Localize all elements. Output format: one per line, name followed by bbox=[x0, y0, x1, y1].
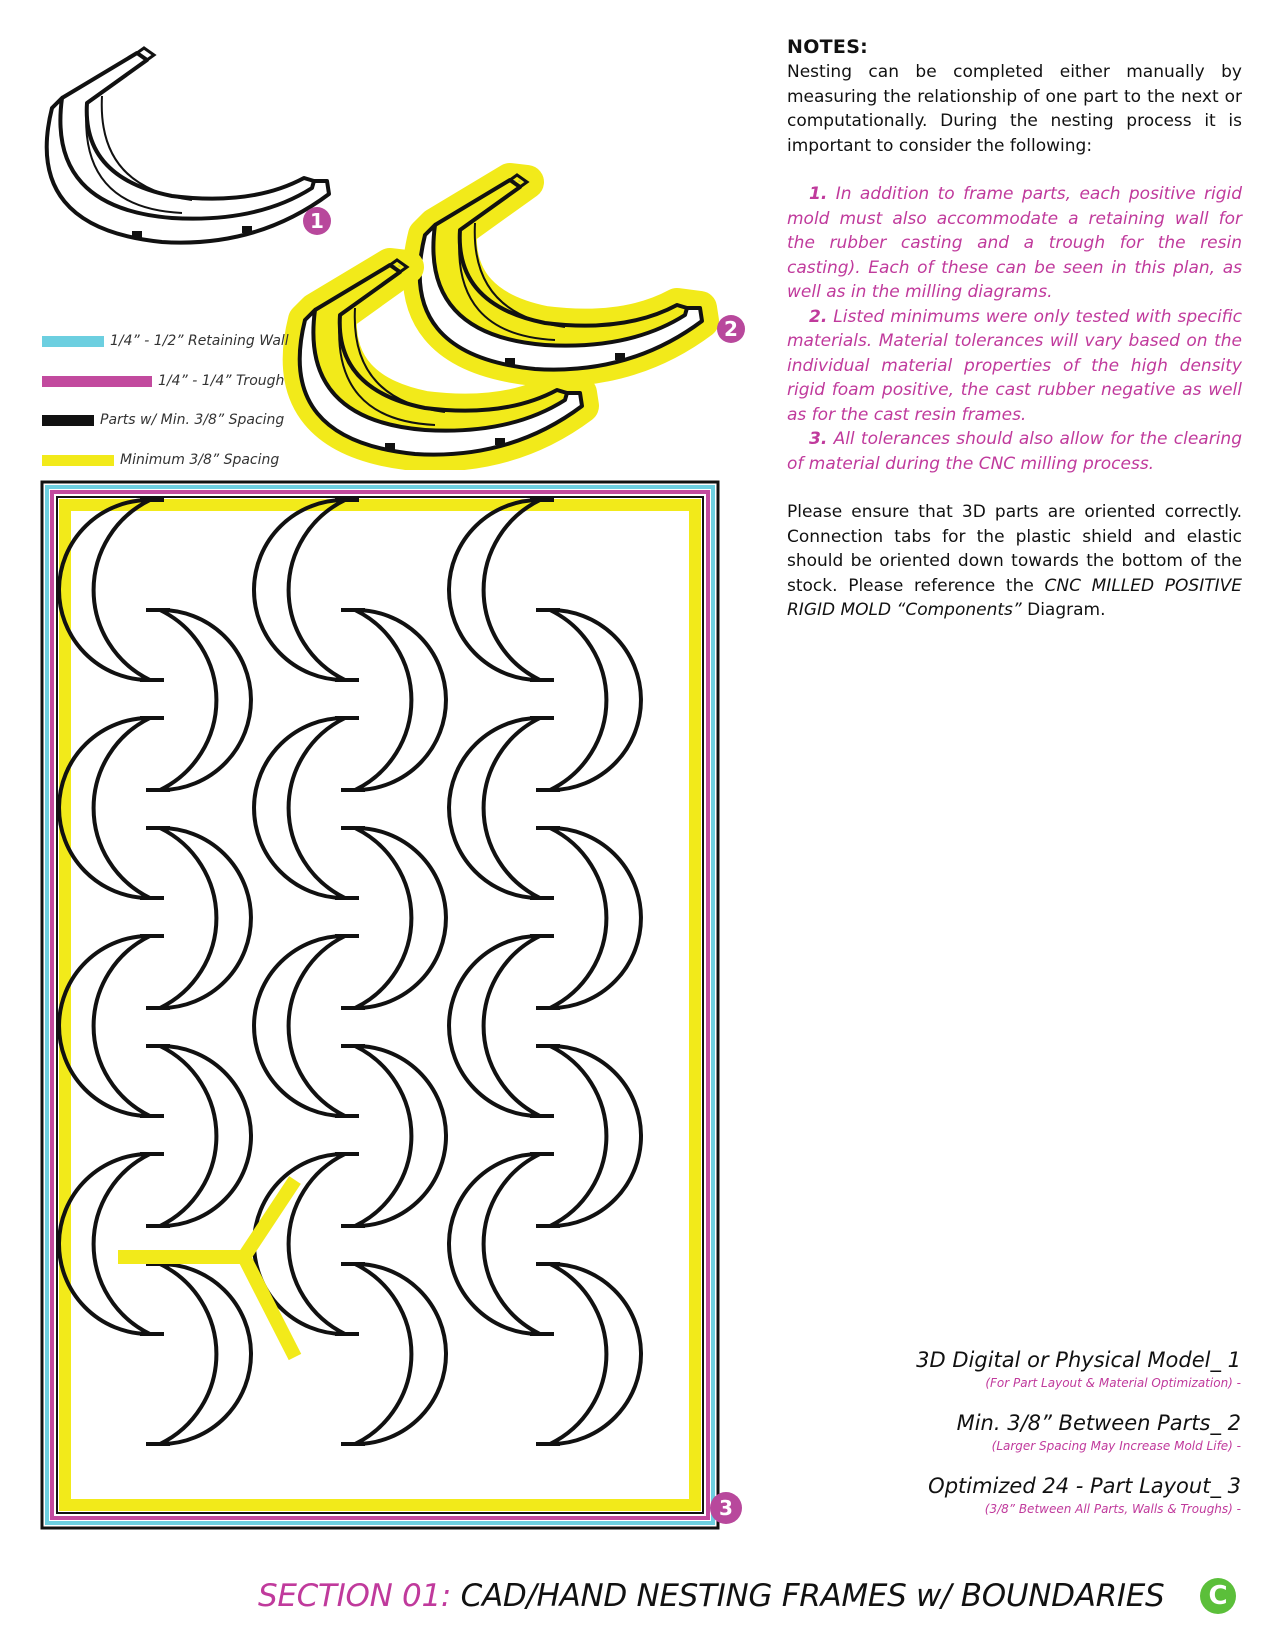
notes-panel bbox=[787, 36, 1242, 623]
badge-three bbox=[710, 1492, 742, 1524]
frame-tab bbox=[536, 1006, 560, 1010]
notes-intro: Nesting can be completed either manually by measuring the relationship of one part to the next or computationally. During the nesting process it is important to consider the following: bbox=[787, 62, 1242, 156]
frame-tab bbox=[341, 1442, 365, 1446]
note-item-1 bbox=[787, 182, 1242, 305]
frame-tab bbox=[335, 1114, 359, 1118]
caption-model-title: 3D Digital or Physical Model_ 1 bbox=[916, 1348, 1241, 1372]
badge-one bbox=[303, 207, 331, 235]
legend-swatch-parts bbox=[42, 415, 94, 426]
legend-label-wall: 1/4” - 1/2” Retaining Wall bbox=[110, 333, 289, 349]
frame-tab bbox=[335, 1332, 359, 1336]
section-heading: CAD/HAND NESTING FRAMES w/ BOUNDARIES bbox=[460, 1578, 1165, 1614]
note-text-1: In addition to frame parts, each positive rigid mold must also accommodate a retaining wall for the rubber casting and a trough for the resin casting). Each of these can be seen in this plan, as well as in the milling diagrams. bbox=[787, 184, 1242, 302]
frame-tab bbox=[536, 608, 560, 612]
frame-tab bbox=[530, 678, 554, 682]
nesting-layout bbox=[40, 480, 720, 1530]
note-item-3 bbox=[787, 427, 1242, 476]
caption-layout bbox=[928, 1474, 1241, 1516]
frame-tab bbox=[341, 1044, 365, 1048]
frame-tab bbox=[536, 826, 560, 830]
frame-tab bbox=[341, 608, 365, 612]
note-num-1: 1. bbox=[809, 184, 828, 204]
frame-tab bbox=[146, 608, 170, 612]
section-number: SECTION 01: bbox=[258, 1578, 452, 1614]
frame-tab bbox=[146, 1006, 170, 1010]
caption-layout-title: Optimized 24 - Part Layout_ 3 bbox=[928, 1474, 1241, 1498]
frame-tab bbox=[530, 934, 554, 938]
frame-tab bbox=[530, 1332, 554, 1336]
legend-label-spacing: Minimum 3/8” Spacing bbox=[120, 452, 280, 468]
legend-item-parts bbox=[42, 409, 284, 431]
frame-tab bbox=[530, 1152, 554, 1156]
orientation-ref: CNC MILLED POSITIVE RIGID MOLD “Components” bbox=[787, 575, 1242, 620]
legend-label-trough: 1/4” - 1/4” Trough bbox=[158, 373, 285, 389]
part-illustrations bbox=[0, 0, 780, 470]
frame-tab bbox=[341, 1224, 365, 1228]
caption-model-sub: (For Part Layout & Material Optimization) - bbox=[985, 1376, 1241, 1390]
legend-swatch-wall bbox=[42, 336, 104, 347]
frame-tab bbox=[341, 788, 365, 792]
notes-orientation bbox=[787, 500, 1242, 623]
frame-tab bbox=[140, 896, 164, 900]
frame-tab bbox=[536, 1442, 560, 1446]
frame-tab bbox=[530, 1114, 554, 1118]
frame-tab bbox=[536, 1044, 560, 1048]
section-badge-label: C bbox=[1208, 1581, 1228, 1611]
legend-swatch-trough bbox=[42, 376, 152, 387]
badge-two bbox=[717, 315, 745, 343]
frame-tab bbox=[341, 826, 365, 830]
frame-tab bbox=[146, 1442, 170, 1446]
legend-item-trough bbox=[42, 370, 284, 392]
frame-tab bbox=[146, 1044, 170, 1048]
section-title bbox=[258, 1578, 1164, 1614]
caption-spacing-title: Min. 3/8” Between Parts_ 2 bbox=[956, 1411, 1241, 1435]
frame-tab bbox=[140, 1332, 164, 1336]
frame-tab bbox=[536, 788, 560, 792]
note-num-2: 2. bbox=[809, 306, 828, 327]
legend-item-spacing bbox=[42, 449, 279, 471]
orientation-tail: Diagram. bbox=[1027, 600, 1106, 620]
section-badge bbox=[1200, 1578, 1236, 1614]
frame-tab bbox=[530, 716, 554, 720]
notes-heading: NOTES: bbox=[787, 36, 869, 58]
legend-label-parts: Parts w/ Min. 3/8” Spacing bbox=[100, 412, 285, 428]
legend-item-retaining-wall bbox=[42, 330, 289, 352]
frame-tab bbox=[530, 498, 554, 502]
frame-tab bbox=[530, 896, 554, 900]
frame-tab bbox=[146, 788, 170, 792]
frame-tab bbox=[536, 1224, 560, 1228]
frame-tab bbox=[335, 1152, 359, 1156]
frame-tab bbox=[335, 678, 359, 682]
note-text-2: Listed minimums were only tested with specific materials. Material tolerances will vary based on the individual material properties of the high density rigid foam positive, the cast rubber negative as well as for the cast resin frames. bbox=[787, 306, 1242, 425]
frame-tab bbox=[140, 678, 164, 682]
frame-tab bbox=[140, 934, 164, 938]
frame-tab bbox=[341, 1262, 365, 1266]
badge-one-label: 1 bbox=[310, 209, 324, 233]
frame-tab bbox=[341, 1006, 365, 1010]
frame-tab bbox=[140, 498, 164, 502]
badge-two-label: 2 bbox=[724, 317, 738, 341]
frame-tab bbox=[335, 498, 359, 502]
frame-tab bbox=[335, 934, 359, 938]
caption-spacing-sub: (Larger Spacing May Increase Mold Life) - bbox=[991, 1439, 1241, 1453]
frame-tab bbox=[335, 716, 359, 720]
note-text-3: All tolerances should also allow for the clearing of material during the CNC milling process. bbox=[787, 429, 1243, 474]
caption-model bbox=[916, 1348, 1241, 1390]
frame-tab bbox=[140, 716, 164, 720]
badge-three-label: 3 bbox=[719, 1496, 733, 1520]
caption-spacing bbox=[957, 1411, 1241, 1453]
frame-tab bbox=[146, 826, 170, 830]
orientation-lead: Please ensure that 3D parts are oriented correctly. Connection tabs for the plastic shield and elastic should be oriented down towards the bottom of the stock. Please reference the bbox=[787, 502, 1242, 596]
part-model-1 bbox=[47, 48, 329, 243]
note-num-3: 3. bbox=[809, 429, 828, 449]
frame-tab bbox=[140, 1152, 164, 1156]
frame-tab bbox=[335, 896, 359, 900]
note-item-2 bbox=[787, 305, 1242, 428]
frame-tab bbox=[140, 1114, 164, 1118]
frame-tab bbox=[536, 1262, 560, 1266]
caption-layout-sub: (3/8” Between All Parts, Walls & Troughs) - bbox=[984, 1502, 1241, 1516]
legend-swatch-spacing bbox=[42, 455, 114, 466]
frame-tab bbox=[146, 1224, 170, 1228]
